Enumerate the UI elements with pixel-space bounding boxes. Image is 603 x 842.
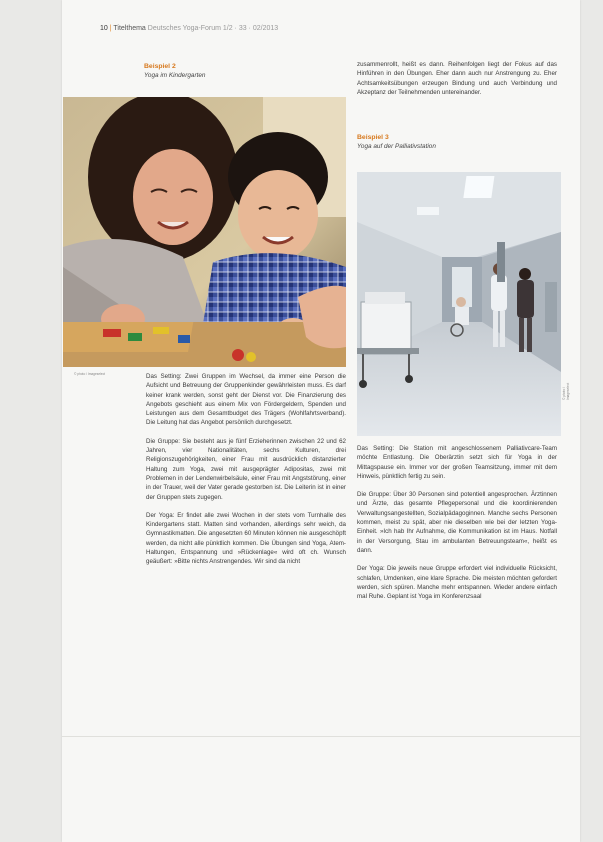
page-fold-line [62, 736, 580, 737]
example2-yoga-paragraph: Der Yoga: Er findet alle zwei Wochen in der stets vom Turnhalle des Kindergartens statt. Matten sind vorhanden, allerdings sehr weich, da Gymnastikmatten. Die angesetzten 60 Minuten können nie ausgeschöpft werden, da nicht alle pünktlich kommen. Die Übungen sind Yoga, Atem-Haltungen, Entspannung und »Rückenlage« wird oft ch. Wunsch geäußert: »Bitte nichts Anstrengendes. Wir sind da nicht [146, 511, 346, 566]
example2-continuation [357, 60, 557, 106]
example2-heading [144, 62, 344, 80]
example3-group-paragraph: Die Gruppe: Über 30 Personen sind potentiell angesprochen. Ärztinnen und Ärzte, das gesamte Pflegepersonal und die koordinierenden Verwaltungsangestellten, Sozialpädagoginnen. Manche sechs Personen kommen, meist zu spät, aber nie dieselben wie bei der letzten Yoga-Einheit. »Ich hab Ihr Aufnahme, die Kommunikation ist im Haus. Notfall in der Versorgung, Stau im ambulanten Betreuungsteam«, heißt es dann. [357, 491, 557, 554]
example3-subtitle: Yoga auf der Palliativstation [357, 143, 436, 150]
kindergarten-photo-illustration [63, 97, 346, 367]
page-number: 10 [100, 25, 108, 32]
example2-subtitle: Yoga im Kindergarten [144, 72, 206, 79]
palliative-ward-photo-illustration [357, 172, 561, 436]
example2-title: Beispiel 2 [144, 63, 176, 70]
kindergarten-photo-credit: © photo / Imageselect [74, 372, 106, 376]
section-title: Titelthema [113, 25, 146, 32]
example3-setting-paragraph: Das Setting: Die Station mit angeschlossenem Palliativcare-Team möchte Entlastung. Die Oberärztin setzt sich für Yoga in der Mittagspause ein. Immer vor der großen Teamsitzung, immer mit dem Hinweis, pünktlich fertig zu sein. [357, 445, 557, 480]
palliative-ward-photo [357, 172, 561, 436]
example3-yoga-paragraph: Der Yoga: Die jeweils neue Gruppe erfordert viel individuelle Rücksicht, schlafen, Umdenken, eine klare Sprache. Die meisten möchten gefordert werden, sich spüren. Manche mehr entspannen. Wieder andere einfach mal Ruhe. Geplant ist Yoga im Konferenzsaal [357, 565, 557, 601]
example3-body [357, 444, 557, 610]
palliative-photo-credit: © photo / Imageselect [562, 382, 570, 400]
running-header [100, 25, 278, 32]
header-separator: | [109, 25, 112, 32]
example2-body [146, 372, 346, 576]
publication-info: Deutsches Yoga-Forum 1/2 · 33 · 02/2013 [147, 25, 279, 32]
example2-setting-paragraph: Das Setting: Zwei Gruppen im Wechsel, da immer eine Person die Aufsicht und Betreuung der Gruppenkinder gewährleisten muss. Es darf keiner krank werden, sonst geht der Dienst vor. Die Finanzierung des Angebots geschieht aus einem Mix von Fördergeldern, Spenden und Leistungen aus dem Gesamtbudget des Trägers (Wohlfahrtsverband). Die Leitung hat das Angebot persönlich durchgesetzt. [146, 373, 346, 427]
kindergarten-photo [63, 97, 346, 367]
example3-title: Beispiel 3 [357, 134, 389, 141]
example2-group-paragraph: Die Gruppe: Sie besteht aus je fünf Erzieherinnen zwischen 22 und 62 Jahren, vier Nationalitäten, sechs Kulturen, drei Religionszugehörigkeiten, einer Frau mit ausdrücklich distanzierter Haltung zum Yoga, zwei mit ausgeprägter Adipositas, zwei mit Problemen in der Lendenwirbelsäule, einer Frau mit Angststörung, einer in der Trauer, weil der Vater gerade gestorben ist. Die Leiterin ist in einer der Gruppen stets zugegen. [146, 437, 346, 501]
example3-heading [357, 133, 557, 151]
continuation-paragraph: zusammenrollt, heißt es dann. Reihenfolgen liegt der Fokus auf das Hinführen in den Übungen. Eher dann auch nur Anstrengung zu. Eher Achtsamkeitsübungen erzeugen Bindung und auch Verbindung und Akzeptanz der Teilnehmenden untereinander. [357, 61, 557, 96]
magazine-page [62, 0, 580, 842]
